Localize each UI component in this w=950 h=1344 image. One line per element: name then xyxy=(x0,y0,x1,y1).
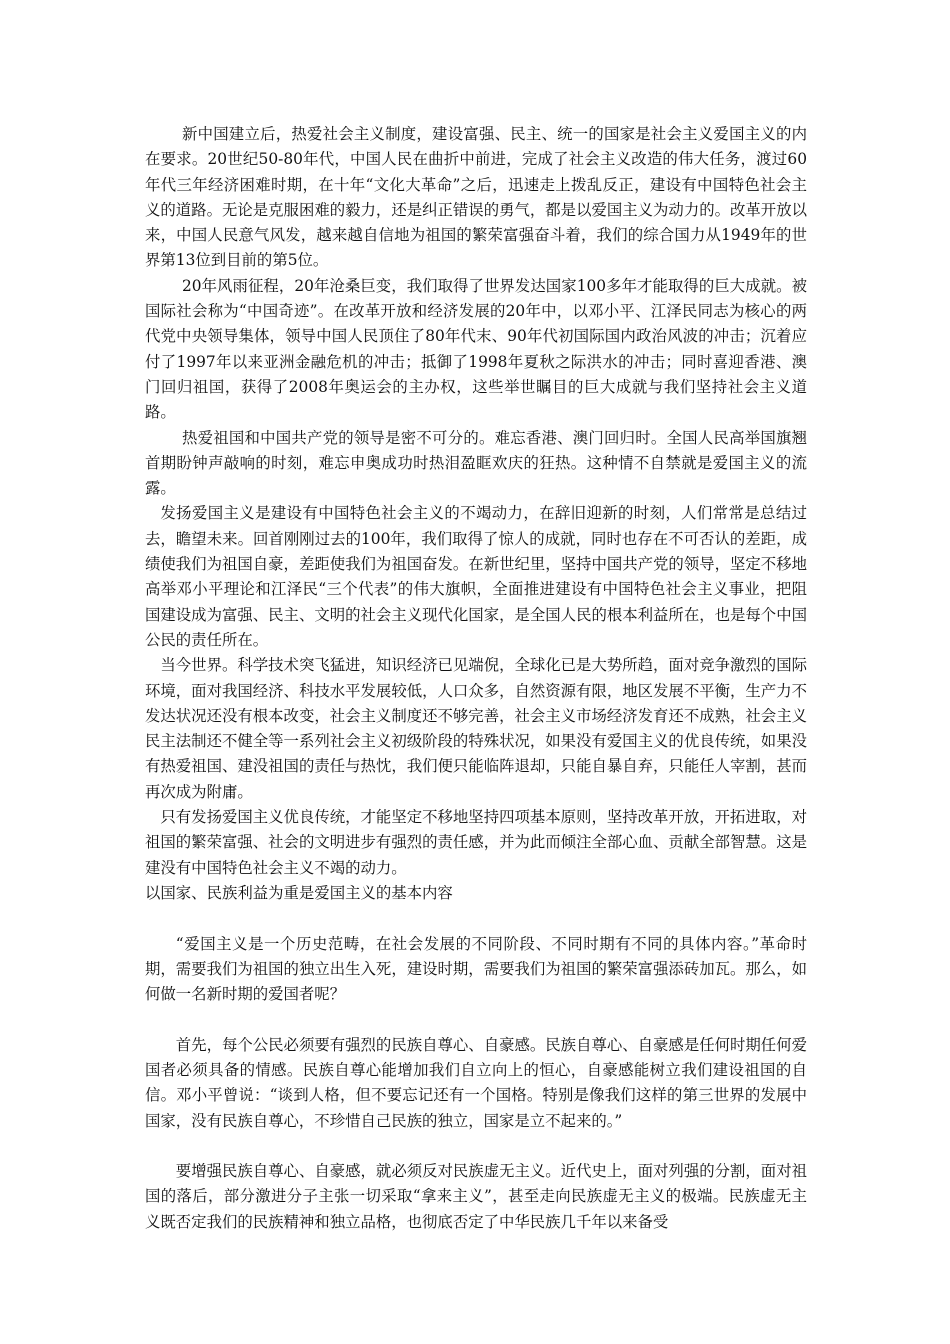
paragraph-5: 当今世界。科学技术突飞猛进，知识经济已见端倪，全球化已是大势所趋，面对竞争激烈的国际环境，面对我国经济、科技水平发展较低，人口众多，自然资源有限，地区发展不平衡，生产力不发达状况还没有根本改变，社会主义制度还不够完善，社会主义市场经济发育还不成熟，社会主义民主法制还不健全等一系列社会主义初级阶段的特殊状况，如果没有爱国主义的优良传统，如果没有热爱祖国、建没祖国的责任与热忱，我们便只能临阵退却，只能自暴自弃，只能任人宰割，甚而再次成为附庸。 xyxy=(145,656,807,801)
blank-line xyxy=(145,1007,807,1032)
paragraph-7: “爱国主义是一个历史范畴，在社会发展的不同阶段、不同时期有不同的具体内容。”革命时期，需要我们为祖国的独立出生入死，建设时期，需要我们为祖国的繁荣富强添砖加瓦。那么，如何做一名新时期的爱国者呢？ xyxy=(145,934,807,1004)
paragraph-6: 只有发扬爱国主义优良传统，才能坚定不移地坚持四项基本原则，坚持改革开放，开拓进取，对祖国的繁荣富强、社会的文明进步有强烈的责任感，并为此而倾注全部心血、贡献全部智慧。这是建没有中国特色社会主义不竭的动力。 xyxy=(145,808,807,877)
paragraph-9: 要增强民族自尊心、自豪感，就必须反对民族虚无主义。近代史上，面对列强的分割，面对祖国的落后，部分激进分子主张一切采取“拿来主义”，甚至走向民族虚无主义的极端。民族虚无主义既否定我们的民族精神和独立品格，也彻底否定了中华民族几千年以来备受 xyxy=(145,1162,807,1231)
paragraph-1: 新中国建立后，热爱社会主义制度，建设富强、民主、统一的国家是社会主义爱国主义的内在要求。20世纪50-80年代，中国人民在曲折中前进，完成了社会主义改造的伟大任务，渡过60年代三年经济困难时期，在十年“文化大革命”之后，迅速走上拨乱反正，建设有中国特色社会主义的道路。无论是克服困难的毅力，还是纠正错误的勇气，都是以爱国主义为动力的。改革开放以来，中国人民意气风发，越来越自信地为祖国的繁荣富强奋斗着，我们的综合国力从1949年的世界第13位到目前的第5位。 xyxy=(145,125,807,270)
section-heading: 以国家、民族利益为重是爱国主义的基本内容 xyxy=(145,883,453,902)
blank-line xyxy=(145,1134,807,1159)
paragraph-3: 热爱祖国和中国共产党的领导是密不可分的。难忘香港、澳门回归时。全国人民高举国旗翘首期盼钟声敲响的时刻，难忘申奥成功时热泪盈眶欢庆的狂热。这种情不自禁就是爱国主义的流露。 xyxy=(145,428,807,498)
paragraph-2: 20年风雨征程，20年沧桑巨变，我们取得了世界发达国家100多年才能取得的巨大成就。被国际社会称为“中国奇迹”。在改革开放和经济发展的20年中，以邓小平、江泽民同志为核心的两代党中央领导集体，领导中国人民顶住了80年代末、90年代初国际国内政治风波的冲击；沉着应付了1997年以来亚洲金融危机的冲击；抵御了1998年夏秋之际洪水的冲击；同时喜迎香港、澳门回归祖国，获得了2008年奥运会的主办权，这些举世瞩目的巨大成就与我们坚持社会主义道路。 xyxy=(145,276,807,422)
paragraph-4: 发扬爱国主义是建设有中国特色社会主义的不竭动力，在辞旧迎新的时刻，人们常常是总结过去，瞻望未来。回首刚刚过去的100年，我们取得了惊人的成就，同时也存在不可否认的差距，成绩使我们为祖国自豪，差距使我们为祖国奋发。在新世纪里，坚持中国共产党的领导，坚定不移地高举邓小平理论和江泽民“三个代表”的伟大旗帜，全面推进建设有中国特色社会主义事业，把阻国建设成为富强、民主、文明的社会主义现代化国家，是全国人民的根本利益所在，也是每个中国公民的责任所在。 xyxy=(145,504,807,649)
blank-line xyxy=(145,906,807,931)
document-body xyxy=(145,122,807,1235)
paragraph-8: 首先，每个公民必须要有强烈的民族自尊心、自豪感。民族自尊心、自豪感是任何时期任何爱国者必须具备的情感。民族自尊心能增加我们自立向上的恒心，自豪感能树立我们建设祖国的自信。邓小平曾说：“谈到人格，但不要忘记还有一个国格。特别是像我们这样的第三世界的发展中国家，没有民族自尊心，不珍惜自己民族的独立，国家是立不起来的。” xyxy=(145,1035,807,1130)
